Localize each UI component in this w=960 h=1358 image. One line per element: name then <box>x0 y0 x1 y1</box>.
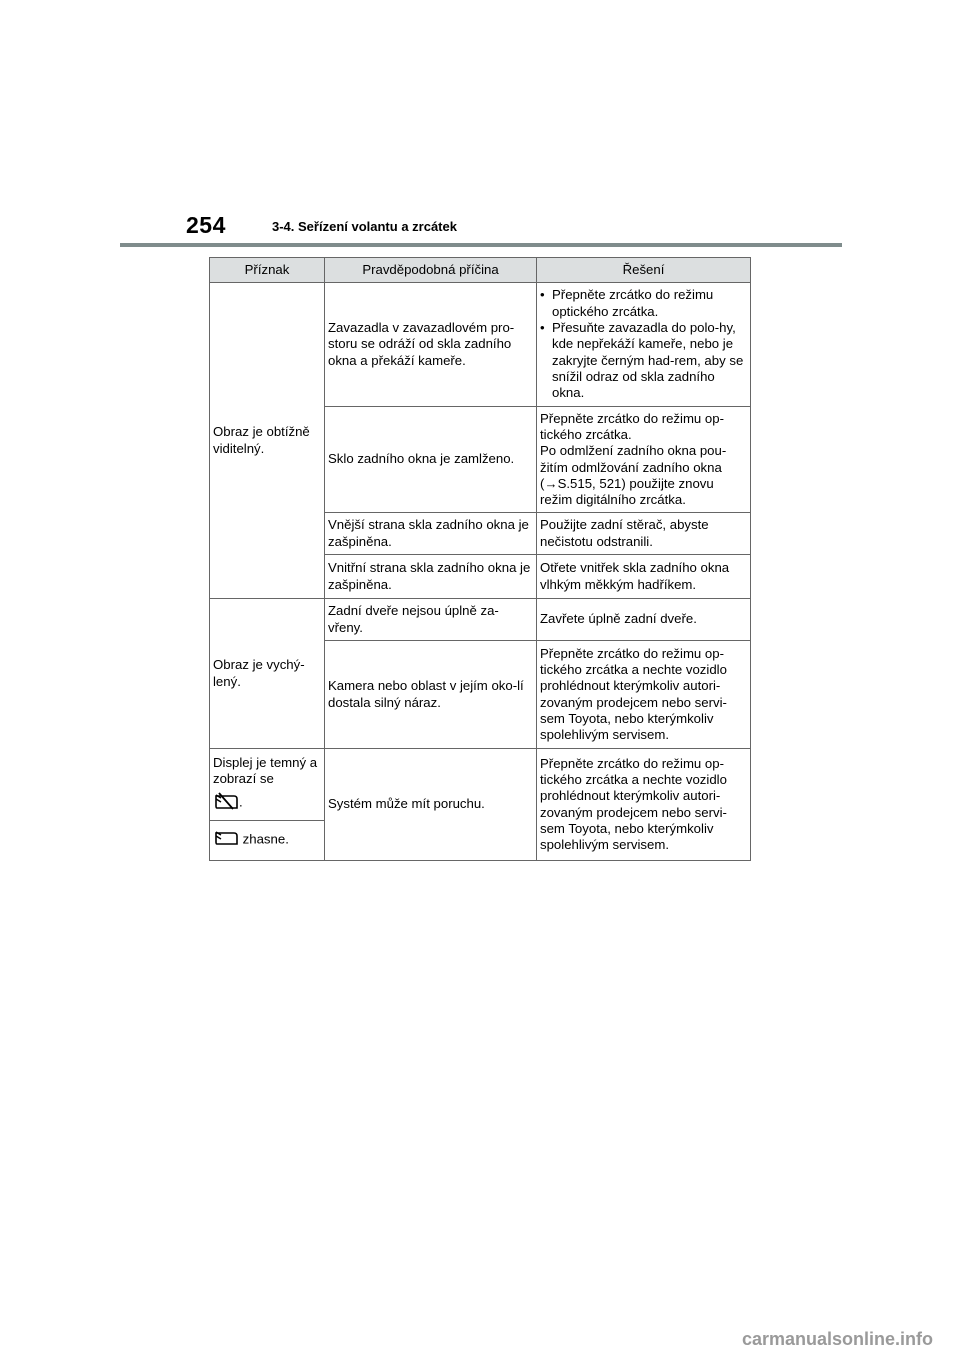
table-row <box>210 283 751 407</box>
solution-cell: Zavřete úplně zadní dveře. <box>537 599 751 641</box>
symptom-text: . <box>239 794 243 810</box>
solution-cell: Otřete vnitřek skla zadního okna vlhkým měkkým hadříkem. <box>537 555 751 599</box>
header-rule <box>120 243 842 247</box>
cause-cell: Sklo zadního okna je zamlženo. <box>325 407 537 513</box>
solution-text: Přepněte zrcátko do režimu op-tického zrcátka. <box>540 410 724 442</box>
cause-cell: Kamera nebo oblast v jejím oko-lí dostala silný náraz. <box>325 641 537 749</box>
cause-cell: Zadní dveře nejsou úplně za-vřeny. <box>325 599 537 641</box>
symptom-cell: Obraz je vychý-lený. <box>210 599 325 749</box>
solution-bullet: • Přepněte zrcátko do režimu optického zrcátka. <box>540 287 747 320</box>
section-title: 3-4. Seřízení volantu a zrcátek <box>272 219 457 234</box>
table-row <box>210 599 751 641</box>
solution-text: Po odmlžení zadního okna pou-žitím odmlžování zadního okna <box>540 443 727 475</box>
cause-cell: Vnitřní strana skla zadního okna je zašpiněna. <box>325 555 537 599</box>
cause-cell: Vnější strana skla zadního okna je zašpiněna. <box>325 513 537 555</box>
column-header-solution: Řešení <box>537 258 751 283</box>
page-number: 254 <box>186 212 226 238</box>
symptom-cell <box>210 749 325 821</box>
solution-bullet: • Přesuňte zavazadla do polo-hy, kde nepřekáží kameře, nebo je zakryjte černým had-rem, aby se snížil odraz od skla zadního okna. <box>540 320 747 401</box>
mirror-off-icon <box>213 792 239 814</box>
solution-cell: Přepněte zrcátko do režimu op-tického zrcátka a nechte vozidlo prohlédnout kterýmkoliv autori-zovaným prodejcem nebo servi-sem Toyota, nebo kterýmkoliv spolehlivým servisem. <box>537 641 751 749</box>
troubleshooting-table <box>209 257 751 861</box>
watermark: carmanualsonline.info <box>742 1329 934 1349</box>
table-header-row <box>210 258 751 283</box>
symptom-cell <box>210 821 325 861</box>
solution-cell: Přepněte zrcátko do režimu op-tického zrcátka a nechte vozidlo prohlédnout kterýmkoliv autori-zovaným prodejcem nebo servi-sem Toyota, nebo kterýmkoliv spolehlivým servisem. <box>537 749 751 861</box>
symptom-text: zhasne. <box>242 831 289 847</box>
cause-cell: Zavazadla v zavazadlovém pro-storu se odráží od skla zadního okna a překáží kameře. <box>325 283 537 407</box>
mirror-icon <box>213 830 239 850</box>
symptom-text: Displej je temný a zobrazí se <box>213 755 318 787</box>
column-header-symptom: Příznak <box>210 258 325 283</box>
solution-cell <box>537 407 751 513</box>
solution-text: (→S.515, 521) použijte znovu režim digitálního zrcátka. <box>540 475 714 508</box>
table-row <box>210 749 751 821</box>
cause-cell: Systém může mít poruchu. <box>325 749 537 861</box>
solution-cell: Použijte zadní stěrač, abyste nečistotu odstranili. <box>537 513 751 555</box>
symptom-cell: Obraz je obtížně viditelný. <box>210 283 325 599</box>
column-header-cause: Pravděpodobná příčina <box>325 258 537 283</box>
solution-cell <box>537 283 751 407</box>
